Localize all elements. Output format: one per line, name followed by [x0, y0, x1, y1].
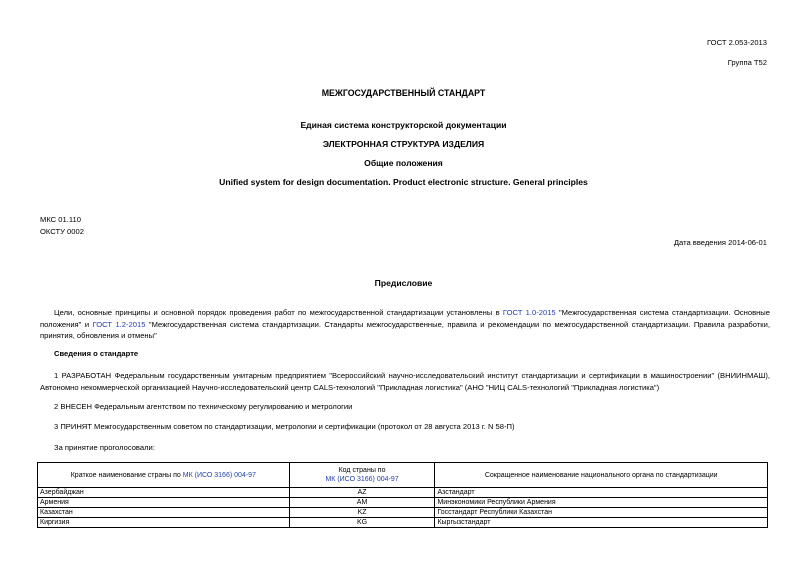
country-name-cell: Казахстан: [38, 508, 290, 518]
mk-iso-3166-code-link[interactable]: МК (ИСО 3166) 004-97: [325, 476, 399, 483]
mk-iso-3166-link[interactable]: МК (ИСО 3166) 004-97: [182, 471, 256, 479]
item-developed: 1 РАЗРАБОТАН Федеральным государственным унитарным предприятием "Всероссийский научно-исследовательский институт стандартизации и сертификации в машиностроении" (ВНИИНМАШ), Автономно некоммерческой организацией Научно-исследовательский центр CALS-технологий "Прикладная логистика" (АНО "НИЦ CALS-технологий "Прикладная логистика"): [40, 371, 770, 392]
document-title: ЭЛЕКТРОННАЯ СТРУКТУРА ИЗДЕЛИЯ: [322, 139, 485, 149]
country-code-cell: KG: [289, 518, 435, 528]
standards-body-cell: Минэкономики Республики Армения: [435, 498, 768, 508]
item-submitted: 2 ВНЕСЕН Федеральным агентством по техническому регулированию и метрологии: [54, 402, 353, 411]
foreword-paragraph: [40, 307, 770, 342]
table-row: [38, 508, 768, 518]
country-name-cell: Киргизия: [38, 518, 290, 528]
okstu-code: ОКСТУ 0002: [40, 227, 84, 236]
gost-1-2-link[interactable]: ГОСТ 1.2-2015: [92, 319, 146, 329]
country-code-cell: AZ: [289, 488, 435, 498]
system-title: Единая система конструкторской документации: [300, 120, 507, 130]
standards-body-cell: Кыргызстандарт: [435, 518, 768, 528]
voting-countries-table: [37, 462, 768, 528]
country-name-cell: Армения: [38, 498, 290, 508]
country-name-cell: Азербайджан: [38, 488, 290, 498]
english-title: Unified system for design documentation. Product electronic structure. General principles: [219, 177, 588, 187]
standard-type-title: МЕЖГОСУДАРСТВЕННЫЙ СТАНДАРТ: [321, 88, 486, 98]
country-code-cell: KZ: [289, 508, 435, 518]
table-row: [38, 498, 768, 508]
country-name-header-text: Краткое наименование страны по: [70, 471, 183, 479]
voted-label: За принятие проголосовали:: [54, 443, 155, 452]
table-row: [38, 518, 768, 528]
foreword-text-b: "Межгосударственная система стандартизации. Основные положения" и: [40, 308, 770, 329]
standards-body-cell: Госстандарт Республики Казахстан: [435, 508, 768, 518]
country-code-header: [289, 463, 435, 488]
standards-body-header: Сокращенное наименование национального органа по стандартизации: [435, 463, 768, 488]
mks-code: МКС 01.110: [40, 215, 81, 224]
document-number: ГОСТ 2.053-2013: [707, 38, 767, 47]
country-name-header: [38, 463, 290, 488]
standard-info-heading: Сведения о стандарте: [54, 349, 139, 358]
foreword-text-c: "Межгосударственная система стандартизации. Стандарты межгосударственные, правила и рекомендации по межгосударственной стандартизации. Правила разработки, принятия, обновления и отмены": [40, 319, 770, 340]
country-code-header-text: Код страны по: [338, 467, 386, 474]
table-row: [38, 488, 768, 498]
country-code-cell: AM: [289, 498, 435, 508]
foreword-text-a: Цели, основные принципы и основной порядок проведения работ по межгосударственной стандартизации установлены в: [54, 308, 503, 317]
group-label: Группа Т52: [727, 58, 767, 67]
intro-date: Дата введения 2014-06-01: [673, 238, 767, 247]
standards-body-cell: Азстандарт: [435, 488, 768, 498]
foreword-heading: Предисловие: [374, 278, 433, 288]
table-header-row: [38, 463, 768, 488]
item-adopted: 3 ПРИНЯТ Межгосударственным советом по стандартизации, метрологии и сертификации (протокол от 28 августа 2013 г. N 58-П): [54, 422, 515, 431]
document-subtitle: Общие положения: [364, 158, 443, 168]
gost-1-0-link[interactable]: ГОСТ 1.0-2015: [502, 308, 556, 317]
